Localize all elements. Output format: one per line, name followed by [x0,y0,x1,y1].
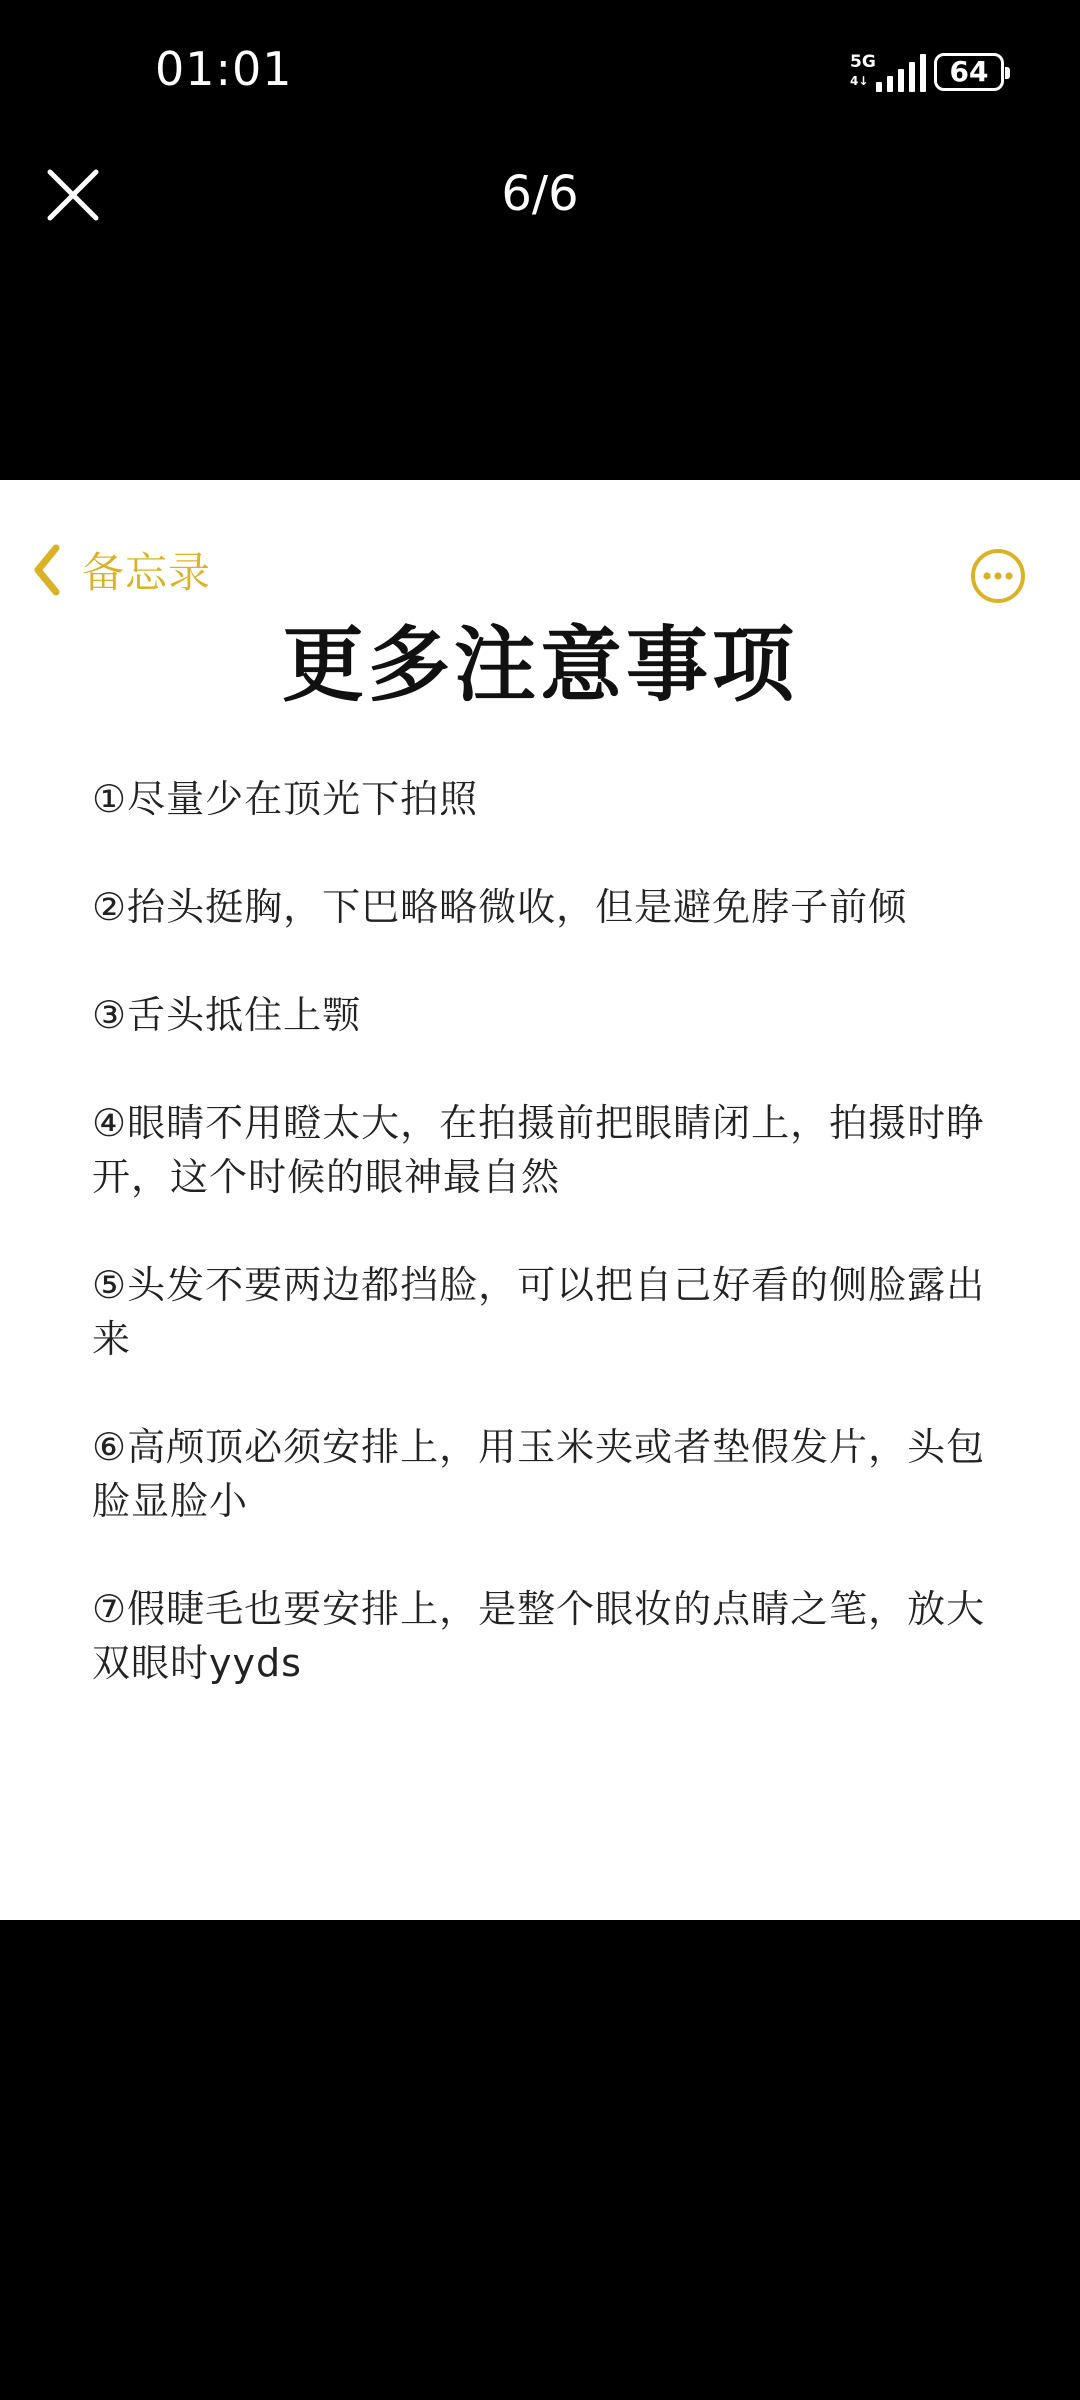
page-counter: 6/6 [501,166,579,222]
memo-item: ②抬头挺胸，下巴略略微收，但是避免脖子前倾 [92,885,908,929]
memo-item: ⑤头发不要两边都挡脸，可以把自己好看的侧脸露出来 [92,1263,986,1361]
network-activity: 4↓ [850,74,869,88]
status-time: 01:01 [155,42,293,96]
signal-bars [876,54,926,92]
memo-item: ⑦假睫毛也要安排上，是整个眼妆的点睛之笔，放大双眼时yyds [92,1587,986,1685]
status-bar [0,0,1080,150]
viewer-toolbar [0,150,1080,240]
memo-list [92,772,992,1744]
memo-header [0,510,1080,600]
memo-item: ⑥高颅顶必须安排上，用玉米夹或者垫假发片，头包脸显脸小 [92,1425,986,1523]
image-content[interactable] [0,480,1080,1920]
back-label: 备忘录 [82,548,212,597]
memo-item: ③舌头抵住上颚 [92,993,362,1037]
memo-item: ①尽量少在顶光下拍照 [92,777,479,821]
signal-icon [850,52,920,92]
more-button[interactable] [970,548,1026,604]
back-button[interactable] [30,540,211,600]
battery-icon [934,53,1004,91]
network-type: 5G [850,52,876,72]
battery-level: 64 [949,55,989,88]
status-indicators [850,48,1004,96]
chevron-left-icon [30,542,64,598]
memo-item: ④眼睛不用瞪太大，在拍摄前把眼睛闭上，拍摄时睁开，这个时候的眼神最自然 [92,1101,986,1199]
more-horizontal-icon [970,548,1026,604]
memo-title: 更多注意事项 [281,618,798,713]
